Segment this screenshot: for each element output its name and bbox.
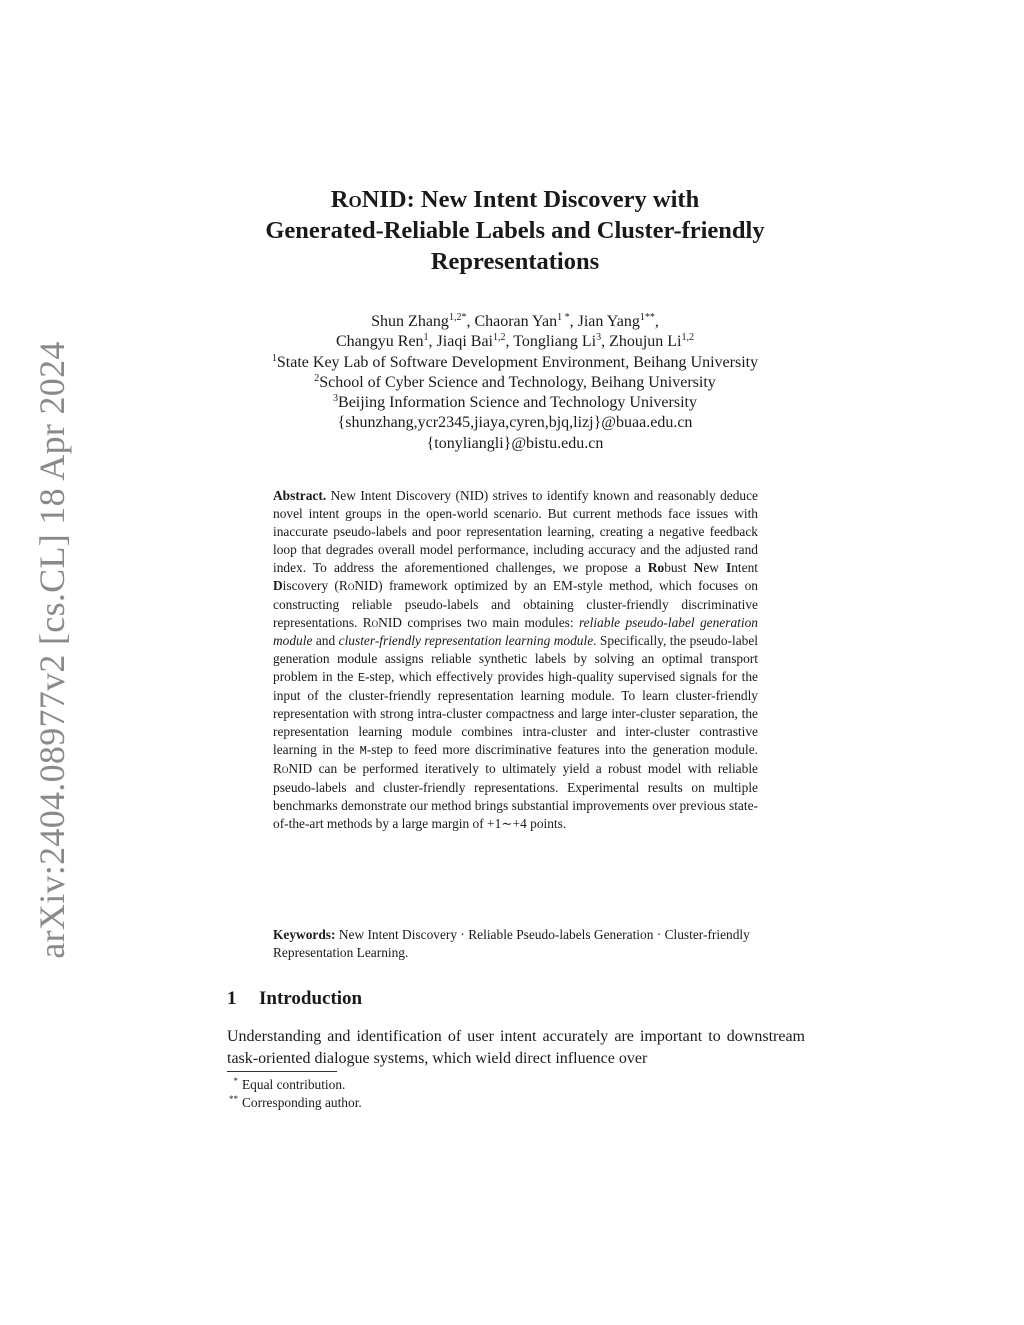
abstract-text: ntent — [731, 560, 759, 576]
abstract-acronym: RoNID — [273, 761, 313, 777]
affiliation-sup: 2 — [314, 372, 320, 384]
abstract-text: bust — [664, 560, 694, 576]
abstract-text: -step, which effectively provides high-quality supervised signals for the input of the cluster-friendly representation learning module. To learn cluster-friendly representation with strong intra-cluster compactness and large inter-cluster separation, the representation learning module combines intra-cluster and inter-cluster contrastive learning in the — [273, 668, 758, 758]
affiliation-sup: 1 — [271, 352, 277, 364]
introduction-paragraph: Understanding and identification of user intent accurately are important to downstream task-oriented dialogue systems, which wield direct influence over — [227, 1028, 805, 1067]
email-1: {shunzhang,ycr2345,jiaya,cyren,bjq,lizj}@buaa.edu.cn — [337, 414, 693, 432]
author-sup: 1** — [639, 312, 655, 323]
author-line-2 — [160, 332, 870, 352]
footnote-divider — [227, 1071, 337, 1072]
abstract-bold: D — [273, 578, 283, 594]
author-name: , Tongliang Li — [505, 333, 597, 351]
paper-title — [200, 184, 830, 277]
affiliation-2 — [160, 373, 870, 393]
email-2: {tonyliangli}@bistu.edu.cn — [426, 434, 604, 452]
author-name: , Chaoran Yan — [466, 313, 558, 330]
keywords-paragraph — [273, 926, 758, 962]
author-sup: 1 * — [557, 312, 570, 323]
abstract-text: ) framework optimized by an EM-style method, which focuses on constructing reliable pseudo-labels and obtaining cluster-friendly discriminative representations. — [273, 578, 759, 630]
title-line-1-rest: : New Intent Discovery with — [406, 186, 700, 213]
author-block — [160, 312, 870, 454]
author-name: , Jiaqi Bai — [428, 333, 493, 351]
abstract-text: New Intent Discovery (NID) strives to identify known and reasonably deduce novel intent groups in the open-world scenario. But current methods face issues with inaccurate pseudo-labels and poor representation learning, creating a negative feedback loop that degrades overall model performance, including accuracy and the adjusted rand index. To address the aforementioned challenges, we propose a — [273, 488, 758, 576]
abstract-acronym: RoNID — [338, 578, 379, 594]
affiliation-text: Beijing Information Science and Technology University — [338, 394, 697, 412]
author-name: , Jian Yang — [569, 313, 640, 330]
affiliation-3 — [160, 393, 870, 413]
author-name: Shun Zhang — [371, 313, 449, 330]
abstract-text: and — [312, 632, 339, 648]
abstract-text: . Specifically, the pseudo-label generation module assigns reliable synthetic labels by solving an optimal transport problem in the — [273, 632, 759, 684]
footnote-1: * Equal contribution. — [233, 1076, 346, 1092]
title-line-2: Generated-Reliable Labels and Cluster-friendly — [265, 217, 765, 244]
affiliation-text: State Key Lab of Software Development Environment, Beihang University — [276, 353, 759, 371]
author-sup: 1,2* — [448, 312, 467, 323]
abstract-bold: Ro — [647, 560, 665, 576]
title-acronym: RoNID — [330, 186, 407, 213]
footnote-text: Corresponding author. — [242, 1095, 362, 1110]
keywords — [273, 926, 758, 962]
author-sup: 1,2 — [492, 332, 506, 344]
title-line-3: Representations — [430, 248, 600, 275]
abstract-italic: cluster-friendly representation learning module — [338, 632, 594, 648]
arxiv-identifier: arXiv:2404.08977v2 [cs.CL] 18 Apr 2024 — [32, 341, 72, 959]
abstract-bold: I — [726, 560, 732, 576]
abstract — [273, 487, 758, 833]
author-name: , Zhoujun Li — [601, 333, 682, 351]
section-number: 1 — [227, 988, 237, 1009]
abstract-paragraph — [273, 487, 758, 833]
affiliation-text: School of Cyber Science and Technology, Beihang University — [319, 373, 716, 391]
affiliation-1 — [160, 353, 870, 373]
abstract-text: ew — [703, 560, 727, 576]
abstract-mono: E — [357, 670, 366, 685]
section-heading-introduction — [227, 988, 362, 1010]
keywords-label: Keywords: — [273, 927, 336, 942]
author-name: Changyu Ren — [336, 333, 424, 351]
abstract-bold: N — [693, 560, 704, 576]
introduction-body — [227, 1026, 805, 1070]
footnote-2: ** Corresponding author. — [229, 1094, 362, 1110]
abstract-italic: reliable pseudo-label generation module — [273, 614, 758, 648]
abstract-text: iscovery ( — [282, 578, 339, 594]
footnotes — [222, 1076, 362, 1112]
author-sup: 1 — [423, 332, 429, 344]
abstract-text: can be performed iteratively to ultimately yield a robust model with reliable pseudo-labels and cluster-friendly representations. Experimental results on multiple benchmarks demonstrate our method brings substantial improvements over previous state-of-the-art methods by a large margin of +1∼+4 points. — [273, 761, 758, 831]
keywords-text: New Intent Discovery · Reliable Pseudo-labels Generation · Cluster-friendly Representation Learning. — [273, 927, 750, 961]
abstract-label: Abstract. — [273, 488, 327, 503]
title-line-1 — [200, 184, 830, 215]
section-title: Introduction — [259, 988, 363, 1009]
abstract-text: -step to feed more discriminative features into the generation module. — [366, 742, 758, 758]
abstract-mono: M — [359, 744, 367, 759]
affiliation-sup: 3 — [333, 393, 339, 405]
author-sup: 1,2 — [681, 332, 694, 344]
abstract-acronym: RoNID — [362, 614, 402, 630]
abstract-text: comprises two main modules: — [401, 614, 579, 630]
author-line-1 — [160, 312, 870, 332]
footnote-text: Equal contribution. — [242, 1077, 346, 1092]
author-sup: 3 — [596, 332, 602, 344]
author-separator: , — [654, 313, 659, 330]
